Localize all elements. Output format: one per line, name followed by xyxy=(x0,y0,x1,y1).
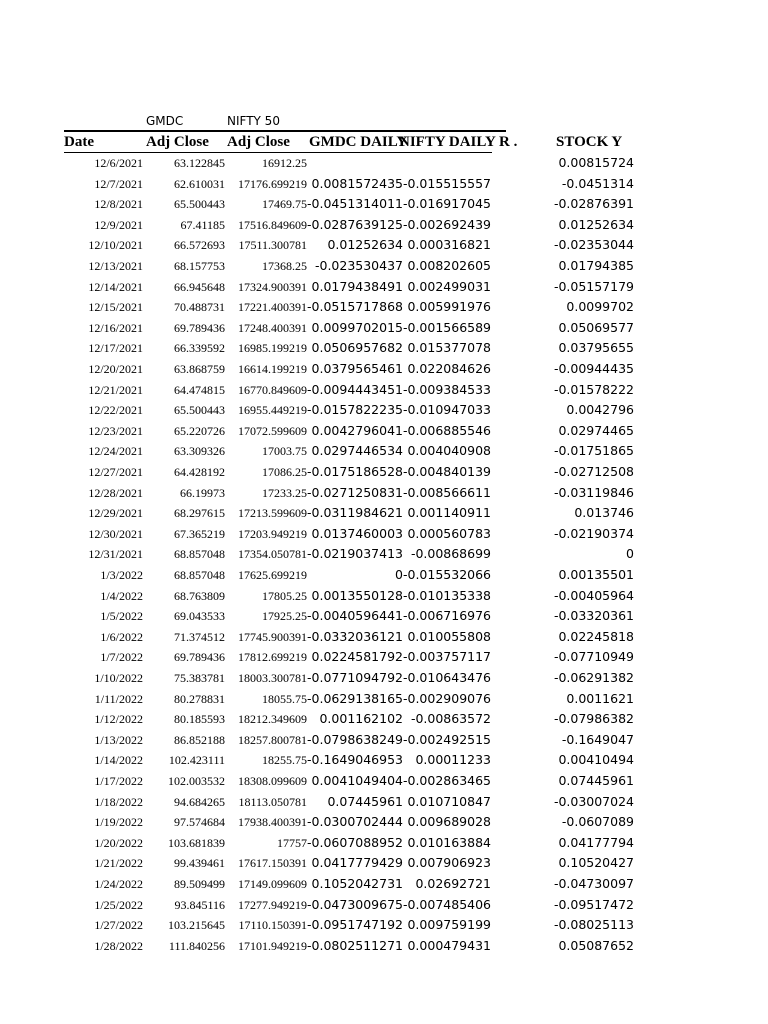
table-row xyxy=(0,647,768,667)
gmdc-daily-return-cell: -0.0951747192 xyxy=(307,917,403,933)
nifty-daily-return-cell: 0.015377078 xyxy=(407,340,491,356)
stock-y-cell: -0.02353044 xyxy=(553,237,634,253)
date-cell: 1/20/2022 xyxy=(94,835,143,850)
gmdc-daily-return-cell: 0.0179438491 xyxy=(311,278,403,294)
nifty-adj-close-cell: 16955.449219 xyxy=(238,403,307,418)
gmdc-daily-return-cell: -0.0287639125 xyxy=(307,216,403,232)
gmdc-adj-close-cell: 94.684265 xyxy=(174,794,225,809)
stock-y-cell: 0.05069577 xyxy=(558,319,634,335)
date-cell: 1/4/2022 xyxy=(100,588,143,603)
date-cell: 12/15/2021 xyxy=(88,300,143,315)
gmdc-daily-return-cell: -0.0607088952 xyxy=(307,834,403,850)
nifty-daily-return-header: NIFTY DAILY R . xyxy=(399,134,518,150)
gmdc-daily-return-cell: -0.0157822235 xyxy=(307,402,403,418)
nifty-daily-return-cell: 0.02692721 xyxy=(415,876,491,891)
nifty-adj-close-cell: 16770.849609 xyxy=(238,382,307,397)
gmdc-adj-close-cell: 69.043533 xyxy=(174,609,225,624)
nifty-adj-close-cell: 17511.300781 xyxy=(238,238,307,253)
date-cell: 1/14/2022 xyxy=(94,753,143,768)
stock-y-cell: 0.01794385 xyxy=(558,258,634,273)
gmdc-daily-return-cell: 0.1052042731 xyxy=(311,876,403,891)
date-cell: 12/20/2021 xyxy=(88,362,143,376)
date-cell: 12/31/2021 xyxy=(88,547,143,562)
date-cell: 12/28/2021 xyxy=(88,485,143,500)
stock-y-cell: 0.00410494 xyxy=(558,752,634,768)
stock-y-cell: -0.07710949 xyxy=(553,649,634,665)
gmdc-adj-close-cell: 80.278831 xyxy=(174,691,225,706)
stock-y-cell: -0.05157179 xyxy=(553,278,634,294)
gmdc-adj-close-cell: 97.574684 xyxy=(174,815,225,830)
table-row xyxy=(0,194,768,214)
date-cell: 12/22/2021 xyxy=(88,403,143,418)
nifty-daily-return-cell: 0.000316821 xyxy=(407,237,491,253)
gmdc-adj-close-cell: 68.297615 xyxy=(174,506,225,521)
gmdc-daily-return-cell: -0.0271250831 xyxy=(307,484,403,500)
gmdc-daily-return-header: GMDC DAILY xyxy=(309,134,408,150)
gmdc-adj-close-cell: 69.789436 xyxy=(174,650,225,665)
gmdc-daily-return-cell: -0.0515717868 xyxy=(307,299,403,315)
gmdc-adj-close-cell: 86.852188 xyxy=(174,732,225,747)
nifty-daily-return-cell: -0.002863465 xyxy=(403,773,492,788)
stock-y-cell: 0 xyxy=(626,546,634,562)
nifty-daily-return-cell: -0.004840139 xyxy=(403,464,492,479)
gmdc-adj-close-header: Adj Close xyxy=(146,134,209,150)
gmdc-daily-return-cell: 0.0224581792 xyxy=(311,649,403,665)
gmdc-adj-close-cell: 93.845116 xyxy=(174,897,225,912)
gmdc-daily-return-cell: -0.1649046953 xyxy=(307,752,403,768)
stock-y-cell: -0.02712508 xyxy=(553,464,634,479)
table-row xyxy=(0,792,768,812)
nifty-daily-return-cell: -0.008566611 xyxy=(403,484,492,500)
nifty-adj-close-cell: 16912.25 xyxy=(262,156,307,170)
date-cell: 1/6/2022 xyxy=(100,629,143,644)
nifty-daily-return-cell: 0.010055808 xyxy=(407,628,491,644)
nifty-daily-return-cell: -0.007485406 xyxy=(403,896,492,912)
stock-y-cell: 0.10520427 xyxy=(558,855,634,871)
nifty-daily-return-cell: 0.007906923 xyxy=(407,855,491,871)
nifty-adj-close-cell: 16985.199219 xyxy=(238,341,307,356)
gmdc-adj-close-cell: 103.215645 xyxy=(168,918,225,933)
gmdc-daily-return-cell: -0.023530437 xyxy=(314,258,403,273)
gmdc-adj-close-cell: 64.474815 xyxy=(174,382,225,397)
gmdc-daily-return-cell: -0.0798638249 xyxy=(307,731,403,747)
table-row xyxy=(0,709,768,729)
table-row xyxy=(0,359,768,379)
table-row xyxy=(0,812,768,832)
date-cell: 12/10/2021 xyxy=(88,238,143,253)
nifty-daily-return-cell: -0.015532066 xyxy=(403,567,492,582)
table-row xyxy=(0,483,768,503)
gmdc-adj-close-cell: 63.309326 xyxy=(174,444,225,459)
date-cell: 12/6/2021 xyxy=(94,156,143,170)
date-cell: 12/17/2021 xyxy=(88,341,143,356)
gmdc-adj-close-cell: 69.789436 xyxy=(174,320,225,335)
gmdc-daily-return-cell: 0 xyxy=(395,567,403,582)
nifty-adj-close-cell: 17324.900391 xyxy=(238,279,307,294)
date-cell: 1/17/2022 xyxy=(94,774,143,788)
table-row xyxy=(0,833,768,853)
stock-y-cell: -0.0451314 xyxy=(561,175,634,191)
table-row xyxy=(0,338,768,358)
date-cell: 1/25/2022 xyxy=(94,897,143,912)
gmdc-adj-close-cell: 68.857048 xyxy=(174,547,225,562)
gmdc-adj-close-cell: 66.19973 xyxy=(180,485,225,500)
table-row xyxy=(0,153,768,173)
nifty-adj-close-cell: 17516.849609 xyxy=(238,217,307,232)
gmdc-adj-close-cell: 89.509499 xyxy=(174,877,225,891)
nifty-adj-close-cell: 17248.400391 xyxy=(238,320,307,335)
nifty-adj-close-cell: 18255.75 xyxy=(262,753,307,768)
table-row xyxy=(0,895,768,915)
stock-y-cell: -0.08025113 xyxy=(553,917,634,933)
table-row xyxy=(0,586,768,606)
date-cell: 12/13/2021 xyxy=(88,259,143,273)
gmdc-adj-close-cell: 63.122845 xyxy=(174,156,225,170)
gmdc-adj-close-cell: 68.763809 xyxy=(174,588,225,603)
table-row xyxy=(0,915,768,935)
nifty-daily-return-cell: 0.022084626 xyxy=(407,361,491,376)
nifty-adj-close-cell: 16614.199219 xyxy=(238,362,307,376)
nifty-adj-close-cell: 17072.599609 xyxy=(238,423,307,438)
table-row xyxy=(0,524,768,544)
nifty-daily-return-cell: -0.006885546 xyxy=(403,422,492,438)
nifty-daily-return-cell: -0.00868699 xyxy=(410,546,491,562)
date-cell: 1/13/2022 xyxy=(94,732,143,747)
nifty-daily-return-cell: -0.010643476 xyxy=(403,670,492,685)
stock-y-cell: 0.00135501 xyxy=(558,567,634,582)
gmdc-adj-close-cell: 62.610031 xyxy=(174,176,225,191)
stock-y-cell: -0.00944435 xyxy=(553,361,634,376)
gmdc-daily-return-cell: -0.0094443451 xyxy=(307,381,403,397)
date-cell: 1/19/2022 xyxy=(94,815,143,830)
date-cell: 1/3/2022 xyxy=(100,568,143,582)
gmdc-group-header: GMDC xyxy=(146,114,184,128)
nifty-daily-return-cell: -0.010135338 xyxy=(403,587,492,603)
stock-y-cell: -0.04730097 xyxy=(553,876,634,891)
nifty-adj-close-cell: 17805.25 xyxy=(262,588,307,603)
date-cell: 12/8/2021 xyxy=(94,197,143,212)
nifty-daily-return-cell: -0.006716976 xyxy=(403,608,492,624)
date-column-header: Date xyxy=(64,134,94,150)
stock-y-cell: 0.0042796 xyxy=(566,402,634,418)
stock-y-cell: 0.07445961 xyxy=(558,773,634,788)
nifty-daily-return-cell: -0.002909076 xyxy=(403,690,492,706)
table-row xyxy=(0,771,768,791)
date-cell: 12/23/2021 xyxy=(88,423,143,438)
nifty-adj-close-cell: 17617.150391 xyxy=(238,856,307,871)
nifty-daily-return-cell: 0.000479431 xyxy=(407,937,491,953)
nifty-daily-return-cell: 0.004040908 xyxy=(407,443,491,459)
stock-y-cell: -0.0607089 xyxy=(561,814,634,830)
stock-y-cell: -0.03320361 xyxy=(553,608,634,624)
nifty-adj-close-cell: 18113.050781 xyxy=(238,794,307,809)
table-row xyxy=(0,318,768,338)
date-cell: 12/30/2021 xyxy=(88,526,143,541)
date-cell: 12/27/2021 xyxy=(88,465,143,479)
table-row xyxy=(0,256,768,276)
gmdc-daily-return-cell: -0.0451314011 xyxy=(307,196,403,212)
stock-y-cell: -0.1649047 xyxy=(561,731,634,747)
table-row xyxy=(0,668,768,688)
table-row xyxy=(0,235,768,255)
nifty-adj-close-cell: 17203.949219 xyxy=(238,526,307,541)
gmdc-adj-close-cell: 102.003532 xyxy=(168,774,225,788)
stock-y-cell: 0.0099702 xyxy=(566,299,634,315)
gmdc-daily-return-cell: -0.0311984621 xyxy=(307,505,403,521)
date-cell: 1/24/2022 xyxy=(94,877,143,891)
nifty-daily-return-cell: 0.010163884 xyxy=(407,834,491,850)
table-row xyxy=(0,441,768,461)
nifty-adj-close-cell: 17812.699219 xyxy=(238,650,307,665)
nifty-group-header: NIFTY 50 xyxy=(227,114,280,128)
stock-y-cell: 0.00815724 xyxy=(558,155,634,170)
gmdc-adj-close-cell: 65.500443 xyxy=(174,197,225,212)
nifty-daily-return-cell: -0.001566589 xyxy=(403,319,492,335)
nifty-daily-return-cell: -0.003757117 xyxy=(403,649,492,665)
table-row xyxy=(0,606,768,626)
gmdc-daily-return-cell: -0.0771094792 xyxy=(307,670,403,685)
nifty-daily-return-cell: -0.009384533 xyxy=(403,381,492,397)
stock-y-cell: -0.09517472 xyxy=(553,896,634,912)
date-cell: 12/21/2021 xyxy=(88,382,143,397)
gmdc-adj-close-cell: 66.945648 xyxy=(174,279,225,294)
date-cell: 12/9/2021 xyxy=(94,217,143,232)
nifty-daily-return-cell: -0.016917045 xyxy=(403,196,492,212)
nifty-adj-close-cell: 17003.75 xyxy=(262,444,307,459)
gmdc-daily-return-cell: 0.0506957682 xyxy=(311,340,403,356)
nifty-daily-return-cell: -0.00863572 xyxy=(410,711,491,727)
gmdc-daily-return-cell: 0.0297446534 xyxy=(311,443,403,459)
nifty-adj-close-cell: 17149.099609 xyxy=(238,877,307,891)
gmdc-adj-close-cell: 67.41185 xyxy=(180,217,225,232)
gmdc-daily-return-cell: 0.0013550128 xyxy=(311,587,403,603)
nifty-daily-return-cell: 0.001140911 xyxy=(407,505,491,521)
table-row xyxy=(0,936,768,956)
date-cell: 12/29/2021 xyxy=(88,506,143,521)
table-row xyxy=(0,297,768,317)
date-cell: 1/21/2022 xyxy=(94,856,143,871)
gmdc-daily-return-cell: 0.0099702015 xyxy=(311,319,403,335)
nifty-daily-return-cell: 0.008202605 xyxy=(407,258,491,273)
date-cell: 12/24/2021 xyxy=(88,444,143,459)
stock-y-cell: -0.07986382 xyxy=(553,711,634,727)
nifty-daily-return-cell: 0.000560783 xyxy=(407,525,491,541)
stock-y-cell: 0.013746 xyxy=(574,505,634,521)
table-row xyxy=(0,750,768,770)
stock-y-cell: 0.04177794 xyxy=(558,834,634,850)
table-row xyxy=(0,174,768,194)
nifty-adj-close-cell: 17938.400391 xyxy=(238,815,307,830)
stock-y-cell: -0.02876391 xyxy=(553,196,634,212)
nifty-daily-return-cell: -0.002692439 xyxy=(403,216,492,232)
gmdc-daily-return-cell: 0.001162102 xyxy=(319,711,403,727)
gmdc-daily-return-cell: -0.0473009675 xyxy=(307,896,403,912)
table-row xyxy=(0,730,768,750)
nifty-adj-close-cell: 18055.75 xyxy=(262,691,307,706)
date-cell: 1/18/2022 xyxy=(94,794,143,809)
table-row xyxy=(0,421,768,441)
gmdc-adj-close-cell: 65.220726 xyxy=(174,423,225,438)
nifty-adj-close-cell: 17925.25 xyxy=(262,609,307,624)
gmdc-adj-close-cell: 70.488731 xyxy=(174,300,225,315)
nifty-daily-return-cell: -0.010947033 xyxy=(403,402,492,418)
gmdc-daily-return-cell: -0.0175186528 xyxy=(307,464,403,479)
nifty-adj-close-cell: 17086.25 xyxy=(262,465,307,479)
date-cell: 1/10/2022 xyxy=(94,671,143,685)
gmdc-daily-return-cell: 0.0417779429 xyxy=(311,855,403,871)
gmdc-daily-return-cell xyxy=(307,153,403,173)
gmdc-daily-return-cell: 0.0081572435 xyxy=(311,175,403,191)
table-row xyxy=(0,853,768,873)
gmdc-adj-close-cell: 68.857048 xyxy=(174,568,225,582)
gmdc-daily-return-cell: -0.0219037413 xyxy=(307,546,403,562)
gmdc-adj-close-cell: 68.157753 xyxy=(174,259,225,273)
gmdc-daily-return-cell: 0.0042796041 xyxy=(311,422,403,438)
nifty-adj-close-cell: 17221.400391 xyxy=(238,300,307,315)
nifty-daily-return-cell: 0.009689028 xyxy=(407,814,491,830)
stock-y-cell: -0.01578222 xyxy=(553,381,634,397)
table-row xyxy=(0,565,768,585)
gmdc-adj-close-cell: 63.868759 xyxy=(174,362,225,376)
nifty-adj-close-cell: 17368.25 xyxy=(262,259,307,273)
gmdc-daily-return-cell: -0.0629138165 xyxy=(307,690,403,706)
gmdc-adj-close-cell: 111.840256 xyxy=(168,938,225,953)
nifty-daily-return-cell: 0.010710847 xyxy=(407,793,491,809)
nifty-daily-return-cell: 0.00011233 xyxy=(415,752,491,768)
table-row xyxy=(0,400,768,420)
stock-y-header: STOCK Y xyxy=(556,134,623,150)
nifty-adj-close-cell: 17101.949219 xyxy=(238,938,307,953)
nifty-adj-close-cell: 17757 xyxy=(277,835,307,850)
stock-y-cell: -0.03007024 xyxy=(553,793,634,809)
date-cell: 1/5/2022 xyxy=(100,609,143,624)
stock-y-cell: -0.03119846 xyxy=(553,484,634,500)
nifty-daily-return-cell: 0.002499031 xyxy=(407,278,491,294)
table-row xyxy=(0,503,768,523)
nifty-daily-return-cell: -0.015515557 xyxy=(403,175,492,191)
stock-y-cell: 0.01252634 xyxy=(558,216,634,232)
stock-y-cell: 0.05087652 xyxy=(558,937,634,953)
stock-y-cell: -0.01751865 xyxy=(553,443,634,459)
nifty-daily-return-cell: 0.005991976 xyxy=(407,299,491,315)
gmdc-adj-close-cell: 66.339592 xyxy=(174,341,225,356)
nifty-adj-close-cell: 18003.300781 xyxy=(238,671,307,685)
gmdc-daily-return-cell: -0.0802511271 xyxy=(307,937,403,953)
gmdc-adj-close-cell: 99.439461 xyxy=(174,856,225,871)
gmdc-adj-close-cell: 67.365219 xyxy=(174,526,225,541)
date-cell: 12/16/2021 xyxy=(88,320,143,335)
table-row xyxy=(0,544,768,564)
nifty-adj-close-header: Adj Close xyxy=(227,134,290,150)
stock-y-cell: 0.0011621 xyxy=(566,690,634,706)
stock-y-cell: 0.02974465 xyxy=(558,422,634,438)
nifty-adj-close-cell: 18308.099609 xyxy=(238,774,307,788)
nifty-adj-close-cell: 17625.699219 xyxy=(238,568,307,582)
gmdc-daily-return-cell: 0.07445961 xyxy=(327,793,403,809)
table-row xyxy=(0,627,768,647)
date-cell: 12/14/2021 xyxy=(88,279,143,294)
table-row xyxy=(0,380,768,400)
date-cell: 1/12/2022 xyxy=(94,712,143,727)
nifty-adj-close-cell: 17233.25 xyxy=(262,485,307,500)
nifty-daily-return-cell xyxy=(403,153,491,173)
nifty-adj-close-cell: 17176.699219 xyxy=(238,176,307,191)
table-row xyxy=(0,215,768,235)
nifty-adj-close-cell: 17354.050781 xyxy=(238,547,307,562)
nifty-adj-close-cell: 18257.800781 xyxy=(238,732,307,747)
date-cell: 1/11/2022 xyxy=(94,691,143,706)
gmdc-adj-close-cell: 65.500443 xyxy=(174,403,225,418)
gmdc-daily-return-cell: 0.01252634 xyxy=(327,237,403,253)
gmdc-adj-close-cell: 66.572693 xyxy=(174,238,225,253)
date-cell: 1/28/2022 xyxy=(94,938,143,953)
stock-y-cell: -0.06291382 xyxy=(553,670,634,685)
table-row xyxy=(0,874,768,894)
nifty-adj-close-cell: 17745.900391 xyxy=(238,629,307,644)
nifty-adj-close-cell: 17277.949219 xyxy=(238,897,307,912)
stock-y-cell: -0.02190374 xyxy=(553,525,634,541)
nifty-daily-return-cell: 0.009759199 xyxy=(407,917,491,933)
gmdc-daily-return-cell: 0.0041049404 xyxy=(311,773,403,788)
gmdc-adj-close-cell: 75.383781 xyxy=(174,671,225,685)
stock-y-cell: -0.00405964 xyxy=(553,587,634,603)
gmdc-daily-return-cell: 0.0137460003 xyxy=(311,525,403,541)
date-cell: 1/27/2022 xyxy=(94,918,143,933)
gmdc-adj-close-cell: 80.185593 xyxy=(174,712,225,727)
gmdc-daily-return-cell: -0.0332036121 xyxy=(307,628,403,644)
stock-y-cell: 0.02245818 xyxy=(558,628,634,644)
stock-y-cell: 0.03795655 xyxy=(558,340,634,356)
nifty-adj-close-cell: 17110.150391 xyxy=(238,918,307,933)
gmdc-adj-close-cell: 64.428192 xyxy=(174,465,225,479)
date-cell: 1/7/2022 xyxy=(100,650,143,665)
gmdc-daily-return-cell: 0.0379565461 xyxy=(311,361,403,376)
date-cell: 12/7/2021 xyxy=(94,176,143,191)
nifty-adj-close-cell: 17469.75 xyxy=(262,197,307,212)
nifty-daily-return-cell: -0.002492515 xyxy=(403,731,492,747)
gmdc-adj-close-cell: 71.374512 xyxy=(174,629,225,644)
nifty-adj-close-cell: 18212.349609 xyxy=(238,712,307,727)
table-row xyxy=(0,689,768,709)
gmdc-adj-close-cell: 103.681839 xyxy=(168,835,225,850)
header-top-rule xyxy=(64,130,506,132)
gmdc-daily-return-cell: -0.0300702444 xyxy=(307,814,403,830)
table-row xyxy=(0,277,768,297)
table-row xyxy=(0,462,768,482)
gmdc-adj-close-cell: 102.423111 xyxy=(168,753,225,768)
gmdc-daily-return-cell: -0.0040596441 xyxy=(307,608,403,624)
nifty-adj-close-cell: 17213.599609 xyxy=(238,506,307,521)
